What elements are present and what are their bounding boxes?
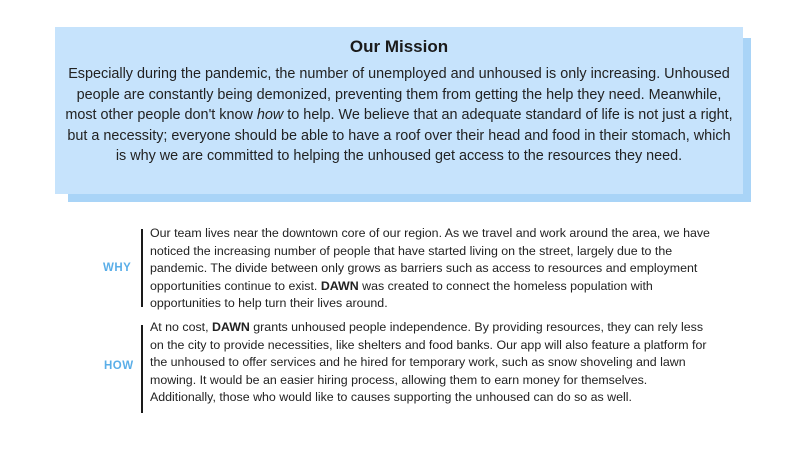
how-divider: [141, 325, 143, 413]
how-brand: DAWN: [211, 320, 250, 334]
why-label: WHY: [103, 262, 132, 274]
how-text-part-1: At no cost,: [150, 320, 212, 334]
how-label: HOW: [104, 360, 134, 372]
how-text: [150, 319, 714, 407]
mission-card: [55, 27, 743, 194]
why-divider: [141, 229, 143, 307]
why-text: [150, 225, 710, 313]
why-text-part-1: Our team lives near the downtown core of our region. As we travel and work around the area, we have noticed the increasing number of people that have started living on the street, largely due to the pandemic. The divide between only grows as barriers such as access to resources and employment opportunities continue to exist.: [150, 226, 710, 293]
how-text-part-2: grants unhoused people independence. By providing resources, they can rely less on the city to provide necessities, like shelters and food banks. Our app will also feature a platform for the unhoused to offer services and he hired for temporary work, such as snow shoveling and lawn mowing. It would be an easier hiring process, allowing them to earn money for themselves. Additionally, those who would like to causes supporting the unhoused can do so as well.: [150, 320, 707, 405]
why-brand: DAWN: [320, 278, 359, 293]
why-text-part-2: was created to connect the homeless population with opportunities to help turn their lives around.: [150, 278, 653, 311]
mission-body: [63, 64, 735, 167]
mission-body-emphasis: how: [256, 107, 284, 123]
mission-title: Our Mission: [349, 37, 449, 56]
mission-body-part-2: to help. We believe that an adequate standard of life is not just a right, but a necessity; everyone should be able to have a roof over their head and food in their stomach, which is why we are committed to helping the unhoused get access to the resources they need.: [67, 107, 733, 164]
mission-body-part-1: Especially during the pandemic, the number of unemployed and unhoused is only increasing. Unhoused people are constantly being demonized, preventing them from getting the help they need. Meanwhile, most other people don't know: [65, 66, 730, 123]
